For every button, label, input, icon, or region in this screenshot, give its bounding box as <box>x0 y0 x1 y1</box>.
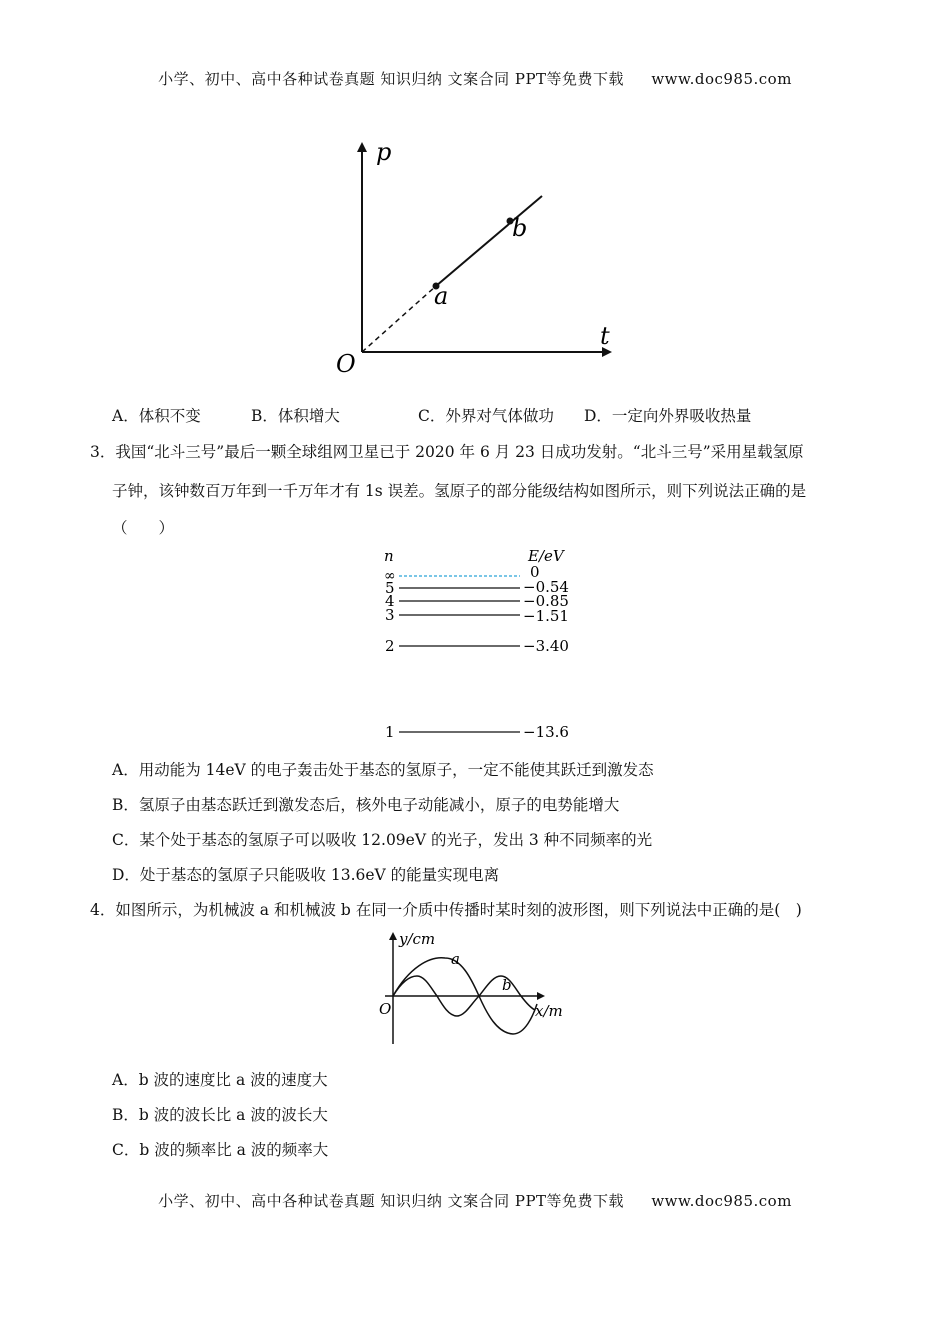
q3-option-b[interactable]: B．氢原子由基态跃迁到激发态后，核外电子动能减小，原子的电势能增大 <box>112 796 620 814</box>
energy-level-1-n: 1 <box>385 723 395 741</box>
wave-x-label: x/m <box>535 1002 563 1020</box>
q4-option-c[interactable]: C．b 波的频率比 a 波的频率大 <box>112 1141 329 1159</box>
wave-y-label: y/cm <box>399 930 436 948</box>
q3-stem-line2: 子钟，该钟数百万年到一千万年才有 1s 误差。氢原子的部分能级结构如图所示，则下列说法正确的是 <box>112 482 807 500</box>
q4-option-a[interactable]: A．b 波的速度比 a 波的速度大 <box>112 1071 328 1089</box>
pt-x-label: t <box>600 322 610 350</box>
wave-origin-label: O <box>379 1000 392 1018</box>
footer-text: 小学、初中、高中各种试卷真题 知识归纳 文案合同 PPT等免费下载 <box>158 1192 625 1210</box>
energy-level-5-e: −0.54 <box>523 578 569 596</box>
energy-level-2-n: 2 <box>385 637 395 655</box>
wave-graph <box>375 928 575 1048</box>
energy-level-diagram <box>375 545 575 745</box>
q4-stem: 4．如图所示，为机械波 a 和机械波 b 在同一介质中传播时某时刻的波形图，则下列说法中正确的是( ) <box>90 901 802 919</box>
pt-y-label: p <box>376 138 392 166</box>
q2-option-d[interactable]: D．一定向外界吸收热量 <box>584 407 752 425</box>
energy-level-4-n: 4 <box>385 592 395 610</box>
q2-option-a[interactable]: A．体积不变 <box>112 407 201 425</box>
q2-option-c[interactable]: C．外界对气体做功 <box>418 407 554 425</box>
header-url[interactable]: www.doc985.com <box>651 70 792 88</box>
wave-a-label: a <box>451 950 460 968</box>
pt-graph <box>330 130 630 380</box>
energy-level-4-e: −0.85 <box>523 592 569 610</box>
energy-level-infinity-n: ∞ <box>384 568 396 584</box>
pt-a-label: a <box>434 282 449 310</box>
pt-b-label: b <box>512 214 528 242</box>
energy-level-infinity-e: 0 <box>530 563 540 581</box>
energy-level-1-e: −13.6 <box>523 723 569 741</box>
energy-e-label-text: E/eV <box>528 547 564 565</box>
q3-option-d[interactable]: D．处于基态的氢原子只能吸收 13.6eV 的能量实现电离 <box>112 866 500 884</box>
energy-level-5-n: 5 <box>385 579 395 597</box>
energy-level-2-e: −3.40 <box>523 637 569 655</box>
pt-origin-label: O <box>336 350 356 378</box>
energy-n-label: n <box>384 547 394 565</box>
page-header <box>0 68 950 89</box>
pt-dashed-extension <box>362 286 436 352</box>
page-footer <box>0 1190 950 1211</box>
wave-b-label: b <box>502 976 512 994</box>
q3-option-c[interactable]: C．某个处于基态的氢原子可以吸收 12.09eV 的光子，发出 3 种不同频率的光 <box>112 831 653 849</box>
energy-level-3-n: 3 <box>385 606 395 624</box>
header-text: 小学、初中、高中各种试卷真题 知识归纳 文案合同 PPT等免费下载 <box>158 70 625 88</box>
q3-option-a[interactable]: A．用动能为 14eV 的电子轰击处于基态的氢原子，一定不能使其跃迁到激发态 <box>112 761 654 779</box>
q2-option-b[interactable]: B．体积增大 <box>251 407 340 425</box>
footer-url[interactable]: www.doc985.com <box>651 1192 792 1210</box>
q4-option-b[interactable]: B．b 波的波长比 a 波的波长大 <box>112 1106 328 1124</box>
q3-stem-line3: （ ） <box>112 519 175 537</box>
energy-level-3-e: −1.51 <box>523 607 569 625</box>
q3-stem-line1: 3．我国“北斗三号”最后一颗全球组网卫星已于 2020 年 6 月 23 日成功发射。“北斗三号”采用星载氢原 <box>90 443 804 461</box>
